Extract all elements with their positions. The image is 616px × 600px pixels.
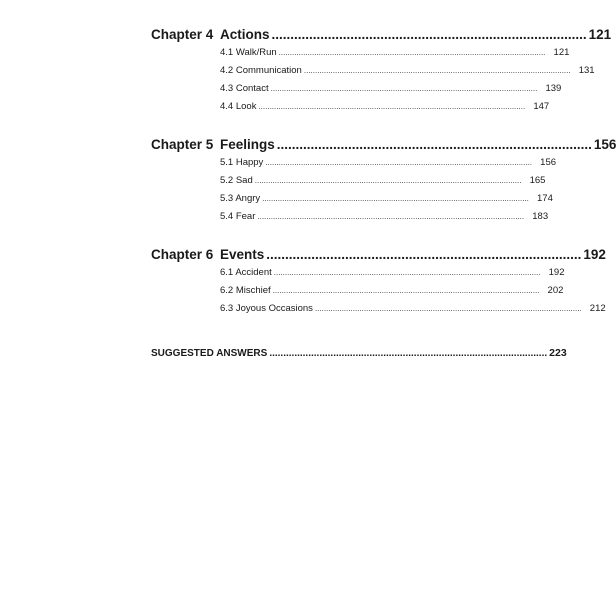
answers-title: SUGGESTED ANSWERS: [151, 348, 268, 359]
section-title: 5.4 Fear: [220, 211, 256, 222]
chapter-heading: [151, 27, 612, 45]
section-item: [220, 83, 562, 101]
chapter-number: Chapter 6: [151, 247, 214, 262]
section-item: [220, 193, 553, 211]
section-page-number: 139: [545, 83, 562, 94]
chapter-page-number: 156: [593, 137, 616, 152]
section-item: [220, 65, 595, 83]
section-title: 5.2 Sad: [220, 175, 253, 186]
chapter-number: Chapter 4: [151, 27, 214, 42]
section-item: [220, 175, 546, 193]
chapter-number: Chapter 5: [151, 137, 214, 152]
answers-page-number: 223: [549, 347, 567, 359]
chapter-heading: [151, 247, 606, 265]
dot-leader: ........................................................................................................................: [258, 102, 526, 111]
dot-leader: ........................................................................................................................: [303, 66, 571, 75]
section-item: [220, 211, 549, 229]
dot-leader: ........................................................................................................................: [278, 48, 546, 57]
chapter-title: Events: [220, 247, 265, 262]
section-item: [220, 303, 606, 321]
dot-leader: ....................................................................................: [266, 247, 582, 262]
section-title: 4.2 Communication: [220, 65, 302, 76]
dot-leader: ........................................................................................................................: [257, 212, 525, 221]
section-list: [220, 47, 595, 119]
section-item: [220, 47, 570, 65]
dot-leader: ........................................................................................................................: [273, 268, 541, 277]
dot-leader: ....................................................................................: [276, 137, 592, 152]
section-title: 4.4 Look: [220, 101, 257, 112]
section-page-number: 147: [533, 101, 550, 112]
section-page-number: 121: [553, 47, 570, 58]
section-item: [220, 285, 564, 303]
dot-leader: ....................................................................................: [271, 27, 587, 42]
dot-leader: ........................................................................................................................: [270, 84, 538, 93]
section-title: 6.2 Mischief: [220, 285, 271, 296]
chapter-title: Feelings: [220, 137, 275, 152]
section-item: [220, 157, 557, 175]
dot-leader: ........................................................................................................................: [314, 304, 582, 313]
chapter-title: Actions: [220, 27, 270, 42]
section-list: [220, 267, 606, 321]
section-title: 4.3 Contact: [220, 83, 269, 94]
section-list: [220, 157, 557, 229]
chapter-page-number: 121: [588, 27, 612, 42]
section-title: 6.3 Joyous Occasions: [220, 303, 313, 314]
chapter-heading: [151, 137, 616, 155]
dot-leader: ........................................................................................................................: [254, 176, 522, 185]
section-page-number: 202: [547, 285, 564, 296]
dot-leader: ........................................................................................................................: [262, 194, 529, 203]
section-item: [220, 101, 550, 119]
dot-leader: ....................................................................................................: [269, 348, 548, 359]
section-title: 4.1 Walk/Run: [220, 47, 277, 58]
section-title: 6.1 Accident: [220, 267, 272, 278]
section-item: [220, 267, 565, 285]
section-page-number: 165: [529, 175, 546, 186]
section-page-number: 212: [589, 303, 606, 314]
section-page-number: 183: [532, 211, 549, 222]
section-title: 5.1 Happy: [220, 157, 264, 168]
section-title: 5.3 Angry: [220, 193, 261, 204]
suggested-answers-entry: [151, 347, 567, 361]
chapter-4: [151, 27, 612, 119]
dot-leader: ........................................................................................................................: [265, 158, 533, 167]
chapter-6: [151, 247, 606, 321]
section-page-number: 131: [578, 65, 595, 76]
dot-leader: ........................................................................................................................: [272, 286, 540, 295]
chapter-5: [151, 137, 616, 229]
section-page-number: 174: [537, 193, 553, 204]
section-page-number: 156: [540, 157, 557, 168]
section-page-number: 192: [548, 267, 565, 278]
chapter-page-number: 192: [583, 247, 606, 262]
